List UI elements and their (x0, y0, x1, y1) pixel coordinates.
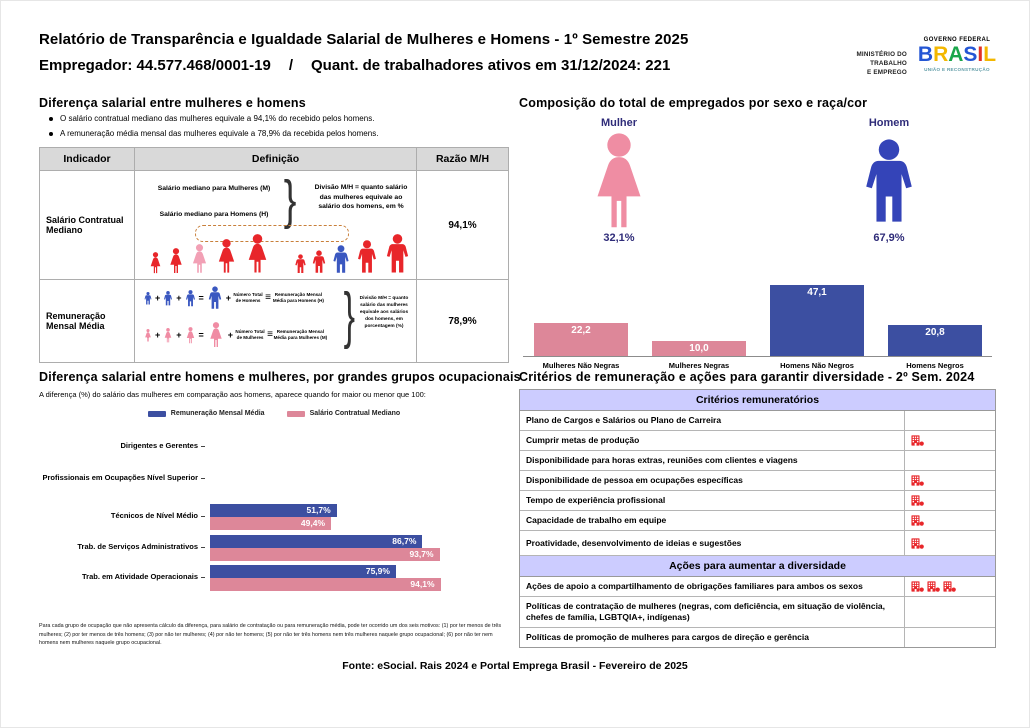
bullet-item: A remuneração média mensal das mulheres equivale a 78,9% da recebida pelos homens. (49, 129, 378, 138)
tick-mark (201, 478, 205, 479)
flags-cell (904, 597, 995, 627)
bar-mulheres-nao-negras (534, 323, 628, 356)
bar-category-label: Mulheres Não Negras (542, 361, 620, 370)
definition-cell (135, 171, 417, 279)
building-icon (911, 515, 924, 526)
indicator-table-header (40, 148, 508, 171)
woman-icon-large (581, 133, 657, 231)
woman-icon-large (206, 322, 226, 348)
table-row-remuneracao-media (40, 280, 508, 362)
women-total-label: Número Total de Mulheres (235, 329, 265, 340)
gov-tagline: UNIÃO E RECONSTRUÇÃO (924, 67, 990, 72)
category-label: Dirigentes e Gerentes (39, 442, 205, 451)
bar-value: 20,8 (925, 326, 945, 338)
criteria-group1-header: Critérios remuneratórios (520, 390, 995, 411)
category-label: Trab. em Atividade Operacionais (39, 573, 205, 582)
woman-icon (166, 248, 186, 274)
man-icon-large (206, 286, 224, 310)
man-icon (143, 292, 153, 305)
division-note: Divisão M/H = quanto salário das mulheres equivale ao salário dos homens, em % (314, 184, 408, 211)
category-label: Técnicos de Nível Médio (39, 512, 205, 521)
flags-cell (904, 511, 995, 530)
category-label: Trab. de Serviços Administrativos (39, 543, 205, 552)
flags-cell (904, 471, 995, 490)
table-row: Plano de Cargos e Salários ou Plano de Carreira (520, 411, 995, 431)
col-header-razao: Razão M/H (435, 153, 490, 165)
occupational-subtitle: A diferença (%) do salário das mulheres em comparação aos homens, aparece quando for maior ou menor que 100: (39, 390, 426, 399)
man-icon (354, 240, 380, 274)
chart-legend (39, 410, 509, 417)
legend-swatch-pink (287, 411, 305, 417)
ministry-logo: MINISTÉRIO DO TRABALHO E EMPREGO (856, 51, 907, 76)
active-workers: Quant. de trabalhadores ativos em 31/12/2024: 221 (310, 57, 671, 74)
flags-cell (904, 431, 995, 450)
employer-line (39, 57, 670, 74)
median-women-label: Salário mediano para Mulheres (M) (157, 185, 271, 192)
footer-source: Fonte: eSocial. Rais 2024 e Portal Emprega Brasil - Fevereiro de 2025 (342, 660, 688, 672)
indicator-table (39, 147, 509, 363)
definition-cell (135, 280, 417, 362)
woman-icon (242, 234, 273, 274)
ratio-value: 78,9% (448, 315, 477, 327)
woman-icon (184, 327, 197, 344)
woman-icon (213, 239, 240, 274)
population-pictogram (147, 234, 413, 274)
woman-icon-median (188, 244, 211, 274)
table-row: Capacidade de trabalho em equipe (520, 511, 995, 531)
brasil-wordmark: BRASIL (917, 43, 997, 66)
table-row: Cumprir metas de produção (520, 431, 995, 451)
building-icon (911, 495, 924, 506)
bar-administrativos-remuneracao: 86,7% (210, 535, 422, 548)
occupational-footnote: Para cada grupo de ocupação que não apresenta cálculo da diferença, para salário de contratação ou para remuneração média, pode ter ocorrido um dos seis motivos: (1) por ter menos de três mulheres; (2) por ter menos de três homens; (3) por não ter mulheres; (4) por não ter homens; (5) por não ter três homens nem três mulheres naquele grupo ocupacional; (6) por não ter nem homens nem mulheres naquele grupo ocupacional. (39, 623, 502, 647)
tick-mark (201, 516, 205, 517)
bar-homens-negros (888, 325, 982, 356)
flags-cell (904, 411, 995, 430)
bullet-dot-icon (49, 117, 53, 121)
man-icon (310, 250, 328, 274)
building-icon (911, 581, 924, 592)
separator: / (288, 57, 293, 74)
composition-bar-chart (519, 271, 996, 370)
legend-swatch-blue (148, 411, 166, 417)
bar-administrativos-salario: 93,7% (210, 548, 440, 561)
building-icon (911, 435, 924, 446)
section-title-occupational: Diferença salarial entre homens e mulheres, por grandes grupos ocupacionais (39, 370, 521, 384)
indicator-name: Salário Contratual Mediano (40, 171, 135, 279)
female-composition-block (559, 117, 679, 244)
col-header-indicador: Indicador (40, 148, 135, 170)
brace-glyph: } (283, 170, 297, 230)
bar-value: 10,0 (689, 343, 709, 354)
legend-item-salario: Salário Contratual Mediano (287, 410, 401, 417)
occupational-bar-chart (39, 426, 509, 604)
category-label: Profissionais em Ocupações Nível Superior (39, 474, 205, 483)
building-icon (911, 475, 924, 486)
woman-icon (143, 329, 153, 342)
bar-operacionais-remuneracao: 75,9% (210, 565, 396, 578)
gov-federal-label: GOVERNO FEDERAL (923, 37, 991, 43)
table-row: Políticas de contratação de mulheres (negras, com deficiência, em situação de violência, chefes de família, LGBTQIA+, indígenas) (520, 597, 995, 628)
table-row-salario-contratual (40, 171, 508, 280)
salary-diff-bullets (49, 114, 378, 138)
bar-operacionais-salario: 94,1% (210, 578, 441, 591)
flags-cell (904, 577, 995, 596)
flags-cell (904, 451, 995, 470)
man-icon-large (856, 133, 922, 231)
bar-value: 22,2 (571, 324, 591, 336)
x-axis-line (523, 356, 992, 358)
bar-tecnicos-salario: 49,4% (210, 517, 331, 530)
bar-category-label: Homens Não Negros (780, 361, 854, 370)
bar-mulheres-negras (652, 341, 746, 356)
section-title-composition: Composição do total de empregados por sexo e raça/cor (519, 96, 868, 110)
man-icon-median (330, 245, 352, 274)
tick-mark (201, 577, 205, 578)
women-average-formula: + + = + Número Total de Mulheres ≡ Remuneração Mensal Média para Mulheres (M) (143, 322, 327, 348)
female-percentage: 32,1% (603, 232, 635, 244)
gov-brasil-logo (913, 37, 1001, 72)
section-title-salary-diff: Diferença salarial entre mulheres e homens (39, 96, 306, 110)
col-header-definicao: Definição (135, 148, 417, 170)
bullet-dot-icon (49, 132, 53, 136)
bar-category-label: Mulheres Negras (668, 361, 730, 370)
bar-tecnicos-remuneracao: 51,7% (210, 504, 337, 517)
criteria-group2-header: Ações para aumentar a diversidade (520, 556, 995, 577)
man-icon (162, 291, 174, 306)
table-row: Ações de apoio a compartilhamento de obrigações familiares para ambos os sexos (520, 577, 995, 597)
brace-glyph: } (343, 281, 356, 350)
male-composition-block (829, 117, 949, 244)
building-icon (927, 581, 940, 592)
flags-cell (904, 531, 995, 555)
woman-icon (162, 328, 174, 343)
table-row: Tempo de experiência profissional (520, 491, 995, 511)
table-row: Disponibilidade para horas extras, reuniões com clientes e viagens (520, 451, 995, 471)
page-title: Relatório de Transparência e Igualdade Salarial de Mulheres e Homens - 1º Semestre 2025 (39, 31, 689, 48)
man-icon (293, 254, 308, 274)
building-icon (943, 581, 956, 592)
flags-cell (904, 628, 995, 647)
employer-id: Empregador: 44.577.468/0001-19 (39, 57, 271, 74)
flags-cell (904, 491, 995, 510)
bar-category-label: Homens Negros (906, 361, 964, 370)
indicator-name: Remuneração Mensal Média (40, 280, 135, 362)
table-row: Políticas de promoção de mulheres para cargos de direção e gerência (520, 628, 995, 647)
bar-homens-nao-negros (770, 285, 864, 356)
tick-mark (201, 547, 205, 548)
tick-mark (201, 446, 205, 447)
man-icon (184, 290, 197, 307)
men-average-formula: + + = + Número Total de Homens ≡ Remuneração Mensal Média para Homens (H) (143, 286, 325, 310)
division-note: Divisão M/H = quanto salário das mulheres equivale aos salários dos homens, em porcentagem (%) (359, 296, 409, 329)
male-percentage: 67,9% (873, 232, 905, 244)
building-icon (911, 538, 924, 549)
section-title-criteria: Critérios de remuneração e ações para garantir diversidade - 2º Sem. 2024 (519, 370, 975, 384)
table-row: Proatividade, desenvolvimento de ideias e sugestões (520, 531, 995, 556)
criteria-table (519, 389, 996, 648)
median-men-label: Salário mediano para Homens (H) (159, 211, 269, 218)
bar-value: 47,1 (807, 287, 827, 299)
ratio-value: 94,1% (448, 219, 477, 231)
male-label: Homem (868, 117, 910, 129)
woman-icon (147, 252, 164, 274)
men-total-label: Número Total de Homens (233, 292, 263, 303)
legend-item-remuneracao: Remuneração Mensal Média (148, 410, 265, 417)
women-average-label: Remuneração Mensal Média para Mulheres (M) (273, 329, 328, 340)
bullet-item: O salário contratual mediano das mulheres equivale a 94,1% do recebido pelos homens. (49, 114, 378, 123)
men-average-label: Remuneração Mensal Média para Homens (H) (272, 292, 324, 303)
table-row: Disponibilidade de pessoa em ocupações específicas (520, 471, 995, 491)
man-icon (382, 234, 413, 274)
female-label: Mulher (600, 117, 638, 129)
